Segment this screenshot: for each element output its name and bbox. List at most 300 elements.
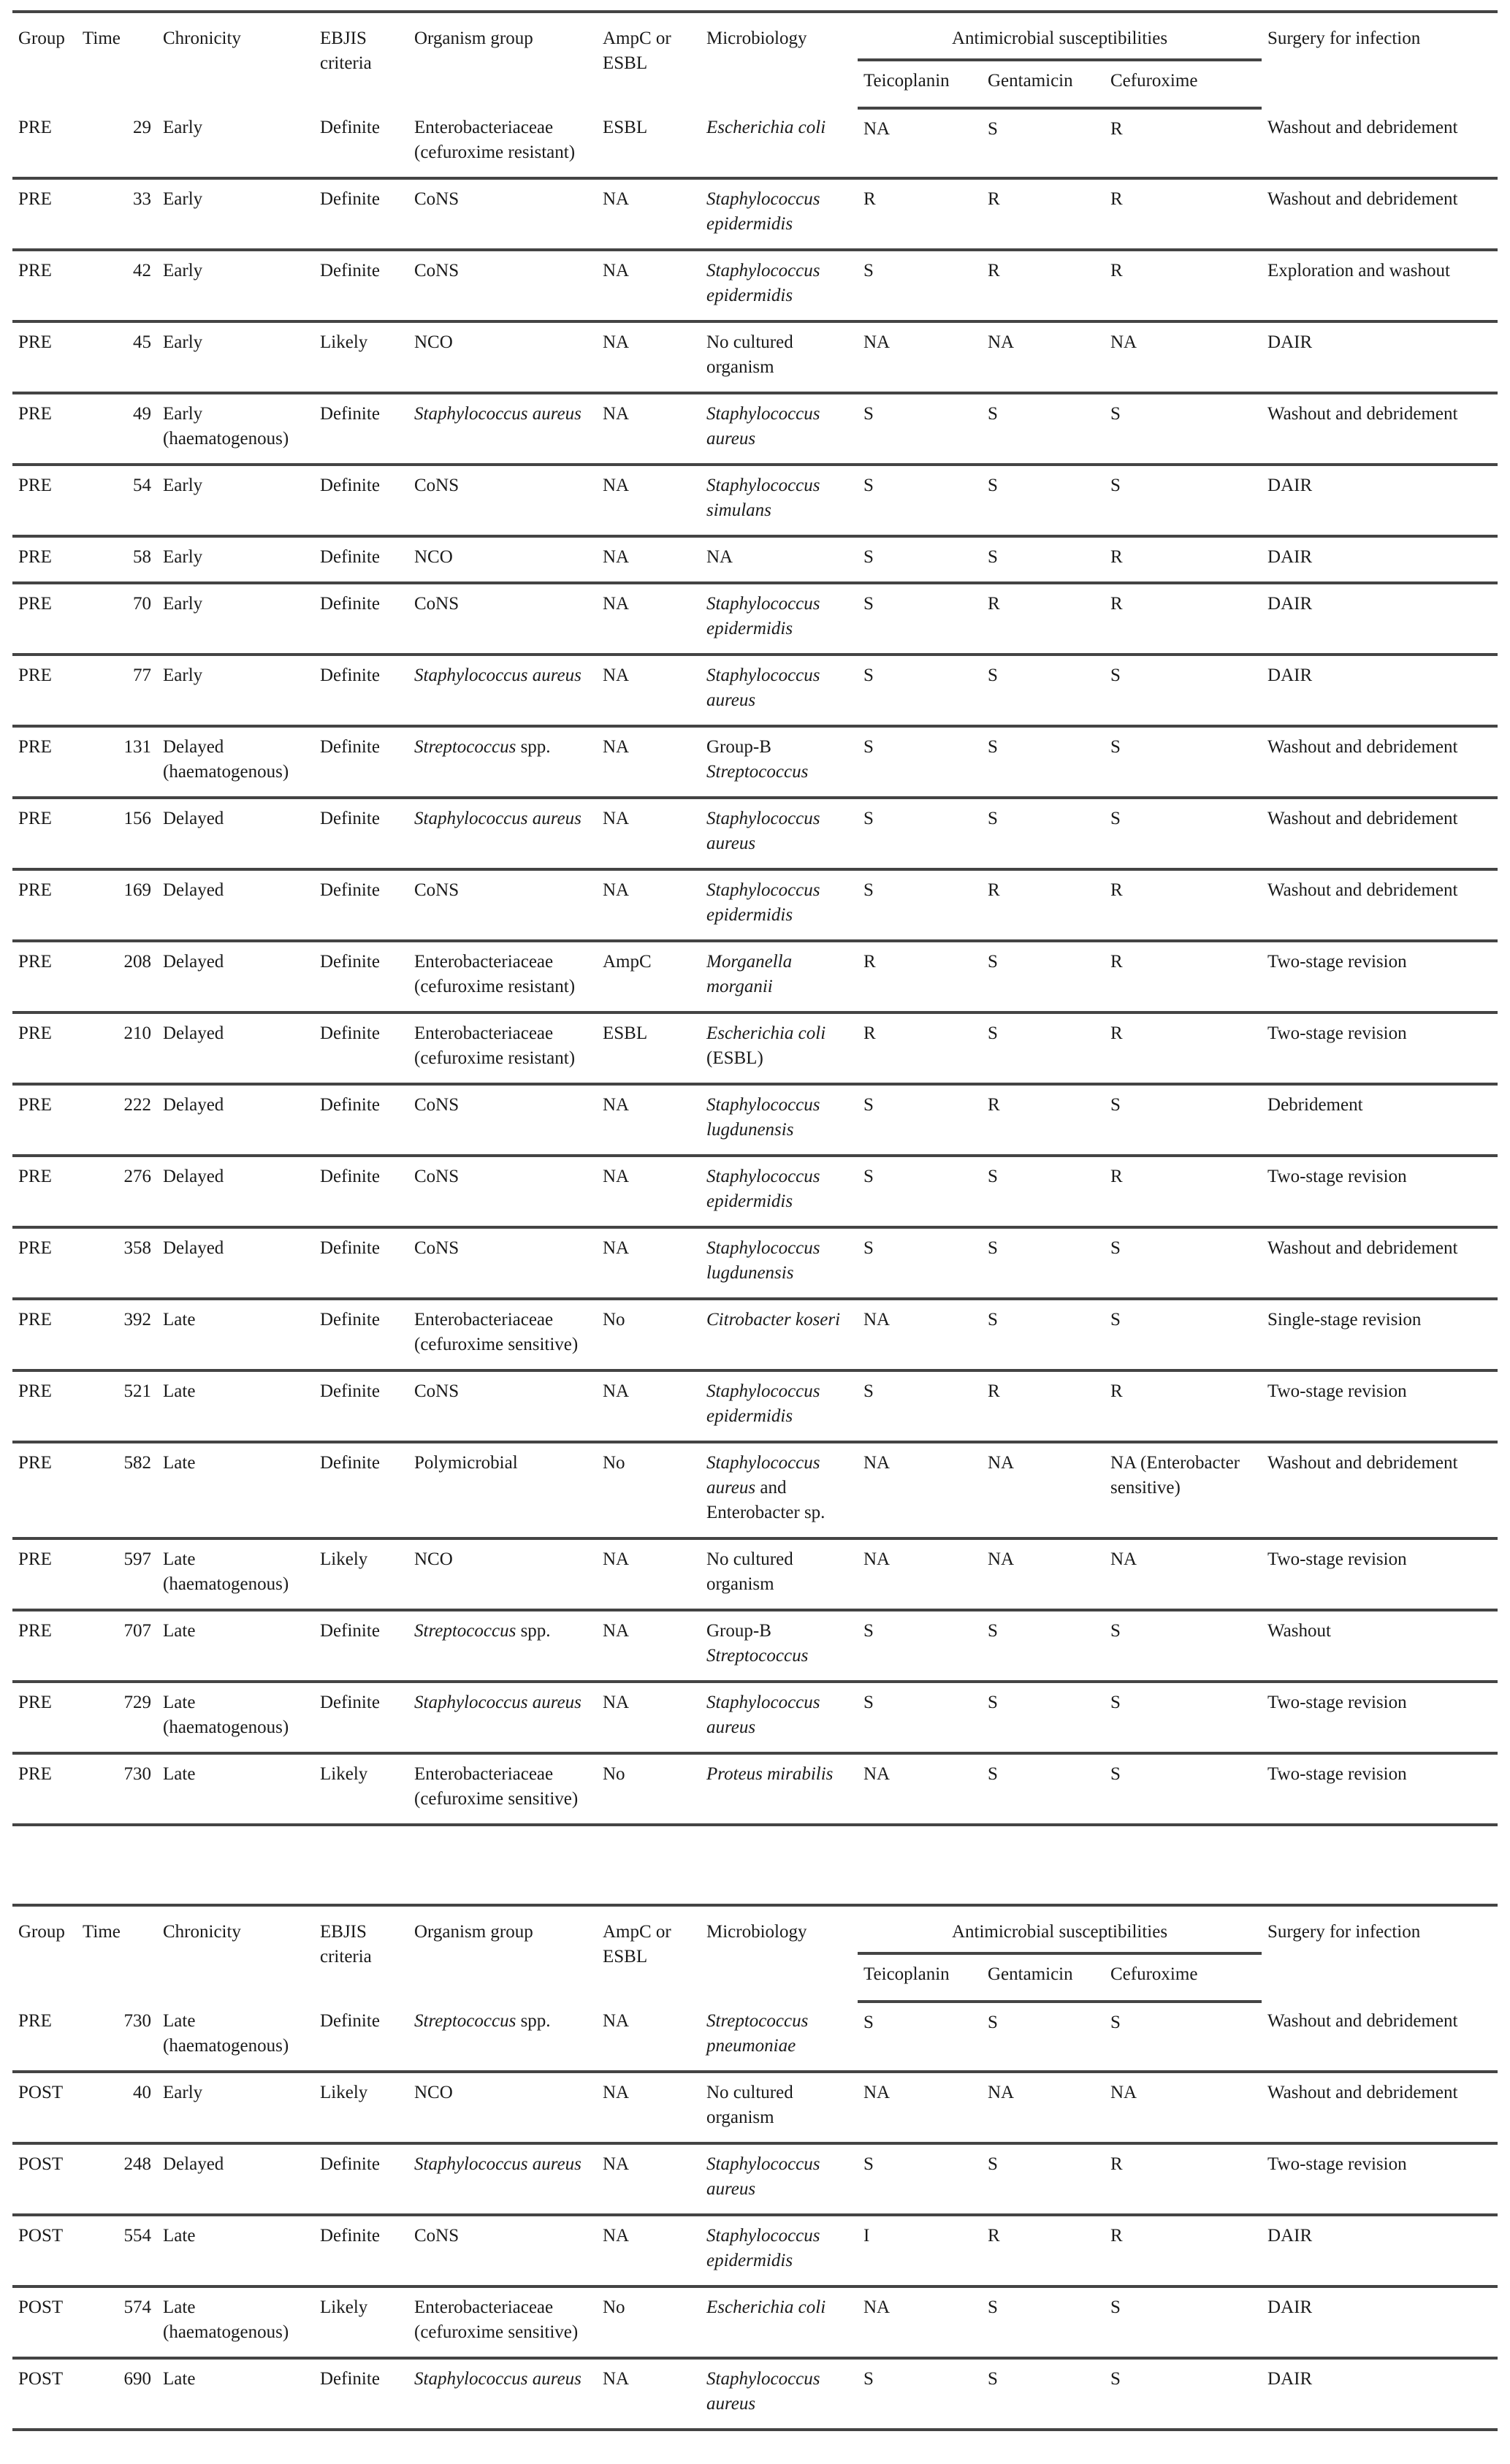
cell-gentamicin: S [982,2002,1105,2072]
cell-group: PRE [12,393,77,465]
cell-microbiology [701,2215,858,2286]
micro-species: Streptococcus [706,1646,809,1666]
cell-surgery: Two-stage revision [1262,1370,1498,1442]
cell-microbiology [701,1682,858,1753]
cell-group: PRE [12,1538,77,1610]
cell-ampc-esbl: NA [597,2215,701,2286]
cell-surgery: Washout and debridement [1262,178,1498,250]
cell-organism-group [408,583,597,655]
cell-chronicity: Late [157,1299,314,1370]
cell-ebjis: Definite [314,1370,408,1442]
cell-organism-group [408,250,597,321]
cell-group: POST [12,2286,77,2358]
cell-group: PRE [12,2002,77,2072]
cell-organism-group [408,655,597,726]
cell-gentamicin: S [982,2286,1105,2358]
cell-ampc-esbl: NA [597,726,701,798]
cell-time: 54 [77,465,157,536]
table-row [12,1442,1498,1538]
cell-organism-group [408,2215,597,2286]
cell-gentamicin: NA [982,2072,1105,2143]
cell-microbiology [701,178,858,250]
micro-species: Escherichia coli [706,118,826,137]
cell-teicoplanin: NA [858,1442,982,1538]
infection-table-part-2 [12,1904,1498,2431]
cell-microbiology [701,869,858,941]
cell-time: 208 [77,941,157,1012]
cell-surgery: DAIR [1262,2286,1498,2358]
cell-cefuroxime: S [1105,1084,1262,1156]
organism-text: Enterobacteriaceae (cefuroxime resistant) [414,1023,576,1068]
cell-group: PRE [12,250,77,321]
table-row [12,1610,1498,1682]
cell-ampc-esbl: NA [597,1538,701,1610]
cell-ebjis: Likely [314,1753,408,1825]
cell-chronicity: Delayed [157,941,314,1012]
cell-cefuroxime: S [1105,1682,1262,1753]
cell-ebjis: Definite [314,178,408,250]
micro-prefix: Group-B [706,737,771,757]
micro-species: Staphylococcus aureus [706,404,820,449]
cell-gentamicin: R [982,2215,1105,2286]
cell-gentamicin: R [982,869,1105,941]
cell-ampc-esbl: NA [597,869,701,941]
cell-group: PRE [12,178,77,250]
cell-gentamicin: S [982,536,1105,583]
cell-gentamicin: NA [982,321,1105,393]
cell-surgery: Washout and debridement [1262,726,1498,798]
organism-text: Polymicrobial [414,1453,518,1473]
cell-organism-group [408,1084,597,1156]
cell-ebjis: Likely [314,2286,408,2358]
cell-organism-group [408,1156,597,1227]
cell-chronicity: Early [157,321,314,393]
cell-gentamicin: R [982,250,1105,321]
micro-species: Escherichia coli [706,1023,826,1043]
cell-ebjis: Definite [314,655,408,726]
organism-italic: Staphylococcus aureus [414,809,581,828]
cell-time: 70 [77,583,157,655]
micro-note: No cultured organism [706,1549,793,1594]
cell-group: PRE [12,583,77,655]
cell-organism-group [408,2072,597,2143]
cell-surgery: DAIR [1262,2215,1498,2286]
cell-cefuroxime: S [1105,1610,1262,1682]
table-body [12,108,1498,1825]
cell-microbiology [701,1442,858,1538]
micro-species: Staphylococcus aureus [706,1693,820,1737]
cell-microbiology [701,393,858,465]
organism-text: CoNS [414,261,460,281]
table-row [12,1084,1498,1156]
organism-text: Enterobacteriaceae (cefuroxime resistant) [414,952,576,996]
cell-ampc-esbl: NA [597,2358,701,2430]
cell-teicoplanin: NA [858,1753,982,1825]
micro-species: Staphylococcus epidermidis [706,189,820,234]
cell-group: PRE [12,1084,77,1156]
header-organism-group: Organism group [414,28,533,48]
cell-time: 58 [77,536,157,583]
cell-time: 29 [77,108,157,178]
cell-microbiology [701,726,858,798]
cell-cefuroxime: S [1105,1299,1262,1370]
cell-ebjis: Definite [314,941,408,1012]
cell-ampc-esbl: NA [597,321,701,393]
cell-ampc-esbl: No [597,1442,701,1538]
cell-teicoplanin: R [858,178,982,250]
cell-cefuroxime: S [1105,2286,1262,2358]
cell-time: 210 [77,1012,157,1084]
micro-note: and Enterobacter sp. [706,1478,825,1522]
cell-surgery: DAIR [1262,465,1498,536]
header-time: Time [83,1922,121,1942]
cell-teicoplanin: NA [858,1299,982,1370]
cell-organism-group [408,2358,597,2430]
cell-ebjis: Definite [314,726,408,798]
cell-chronicity: Early [157,2072,314,2143]
cell-chronicity: Late [157,2215,314,2286]
header-gentamicin: Gentamicin [982,60,1105,108]
cell-organism-group [408,1299,597,1370]
cell-ebjis: Definite [314,465,408,536]
micro-species: Staphylococcus aureus [706,1453,820,1498]
cell-microbiology [701,1227,858,1299]
organism-text: NCO [414,2083,453,2102]
cell-surgery: Washout and debridement [1262,108,1498,178]
table-row [12,1299,1498,1370]
cell-cefuroxime: S [1105,2358,1262,2430]
cell-group: PRE [12,1012,77,1084]
micro-prefix: Group-B [706,1621,771,1641]
header-ampc-esbl: AmpC or ESBL [603,28,671,73]
cell-cefuroxime: NA [1105,321,1262,393]
organism-italic: Streptococcus [414,2011,516,2031]
cell-microbiology [701,536,858,583]
cell-microbiology [701,465,858,536]
cell-organism-group [408,321,597,393]
cell-gentamicin: S [982,1227,1105,1299]
cell-teicoplanin: NA [858,1538,982,1610]
cell-cefuroxime: R [1105,1012,1262,1084]
organism-text: spp. [520,1621,551,1641]
organism-text: NCO [414,332,453,352]
cell-ebjis: Definite [314,393,408,465]
cell-ebjis: Definite [314,1442,408,1538]
table-row [12,1370,1498,1442]
cell-teicoplanin: S [858,393,982,465]
organism-text: CoNS [414,2226,460,2246]
micro-species: Staphylococcus epidermidis [706,2226,820,2270]
cell-ebjis: Likely [314,2072,408,2143]
cell-surgery: Debridement [1262,1084,1498,1156]
cell-microbiology [701,655,858,726]
cell-chronicity: Late (haematogenous) [157,1538,314,1610]
cell-ebjis: Likely [314,321,408,393]
cell-ebjis: Definite [314,1012,408,1084]
cell-surgery: Two-stage revision [1262,2143,1498,2215]
cell-time: 40 [77,2072,157,2143]
cell-microbiology [701,2143,858,2215]
cell-gentamicin: S [982,1012,1105,1084]
table-row [12,2215,1498,2286]
cell-chronicity: Late [157,2358,314,2430]
cell-teicoplanin: S [858,1370,982,1442]
cell-time: 169 [77,869,157,941]
cell-time: 358 [77,1227,157,1299]
cell-microbiology [701,2002,858,2072]
table-row [12,250,1498,321]
cell-ampc-esbl: NA [597,583,701,655]
cell-chronicity: Late [157,1610,314,1682]
cell-microbiology [701,798,858,869]
cell-ebjis: Definite [314,1682,408,1753]
cell-ampc-esbl: NA [597,1682,701,1753]
cell-ebjis: Definite [314,1299,408,1370]
cell-teicoplanin: R [858,941,982,1012]
cell-chronicity: Delayed [157,1227,314,1299]
cell-cefuroxime: S [1105,726,1262,798]
cell-ampc-esbl: NA [597,250,701,321]
table-body [12,2002,1498,2430]
cell-cefuroxime: NA (Enterobacter sensitive) [1105,1442,1262,1538]
micro-species: Staphylococcus aureus [706,665,820,710]
cell-teicoplanin: I [858,2215,982,2286]
cell-ampc-esbl: NA [597,798,701,869]
cell-group: POST [12,2143,77,2215]
organism-italic: Staphylococcus aureus [414,2154,581,2174]
cell-ebjis: Definite [314,583,408,655]
table-row [12,2143,1498,2215]
cell-chronicity: Early [157,465,314,536]
header-microbiology: Microbiology [706,28,807,48]
cell-group: PRE [12,1753,77,1825]
micro-note: NA [706,547,733,567]
cell-cefuroxime: S [1105,798,1262,869]
table-row [12,2358,1498,2430]
cell-gentamicin: NA [982,1538,1105,1610]
cell-chronicity: Early (haematogenous) [157,393,314,465]
cell-group: PRE [12,1442,77,1538]
cell-cefuroxime: S [1105,465,1262,536]
table-row [12,798,1498,869]
cell-surgery: DAIR [1262,536,1498,583]
cell-cefuroxime: NA [1105,2072,1262,2143]
cell-teicoplanin: S [858,250,982,321]
table-row [12,108,1498,178]
cell-microbiology [701,1156,858,1227]
cell-organism-group [408,798,597,869]
cell-cefuroxime: R [1105,1156,1262,1227]
cell-gentamicin: S [982,726,1105,798]
cell-time: 521 [77,1370,157,1442]
micro-species: Citrobacter koseri [706,1310,841,1330]
cell-surgery: Two-stage revision [1262,941,1498,1012]
header-cefuroxime: Cefuroxime [1105,60,1262,108]
cell-time: 77 [77,655,157,726]
cell-teicoplanin: S [858,869,982,941]
organism-text: spp. [520,737,551,757]
cell-group: PRE [12,1370,77,1442]
cell-microbiology [701,941,858,1012]
cell-surgery: Washout and debridement [1262,1442,1498,1538]
cell-time: 131 [77,726,157,798]
cell-ampc-esbl: NA [597,655,701,726]
cell-organism-group [408,393,597,465]
cell-time: 707 [77,1610,157,1682]
cell-time: 554 [77,2215,157,2286]
cell-cefuroxime: S [1105,1753,1262,1825]
cell-organism-group [408,2002,597,2072]
cell-microbiology [701,583,858,655]
header-organism-group: Organism group [414,1922,533,1942]
cell-group: PRE [12,465,77,536]
cell-ampc-esbl: No [597,1299,701,1370]
cell-organism-group [408,178,597,250]
cell-cefuroxime: NA [1105,1538,1262,1610]
cell-teicoplanin: S [858,1084,982,1156]
header-group: Group [18,1922,65,1942]
cell-gentamicin: S [982,1753,1105,1825]
cell-chronicity: Delayed (haematogenous) [157,726,314,798]
cell-group: PRE [12,1682,77,1753]
header-surgery: Surgery for infection [1267,28,1421,48]
cell-group: PRE [12,1299,77,1370]
micro-species: Staphylococcus epidermidis [706,1381,820,1426]
cell-teicoplanin: S [858,2358,982,2430]
cell-gentamicin: S [982,1682,1105,1753]
cell-group: POST [12,2358,77,2430]
table-row [12,655,1498,726]
cell-time: 730 [77,1753,157,1825]
organism-text: Enterobacteriaceae (cefuroxime sensitive) [414,2297,579,2342]
organism-italic: Streptococcus [414,1621,516,1641]
cell-organism-group [408,1753,597,1825]
cell-surgery: Washout and debridement [1262,2002,1498,2072]
cell-ebjis: Definite [314,108,408,178]
micro-species: Morganella morganii [706,952,793,996]
cell-time: 248 [77,2143,157,2215]
header-teicoplanin: Teicoplanin [858,60,982,108]
cell-time: 392 [77,1299,157,1370]
cell-organism-group [408,1370,597,1442]
cell-surgery: Washout and debridement [1262,869,1498,941]
cell-surgery: Exploration and washout [1262,250,1498,321]
header-antimicrobial: Antimicrobial susceptibilities [858,12,1262,60]
cell-time: 276 [77,1156,157,1227]
cell-chronicity: Early [157,583,314,655]
cell-ebjis: Definite [314,1227,408,1299]
cell-ampc-esbl: NA [597,178,701,250]
micro-species: Staphylococcus aureus [706,2369,820,2414]
cell-teicoplanin: NA [858,108,982,178]
header-ebjis: EBJIS criteria [320,28,372,73]
cell-group: PRE [12,536,77,583]
cell-ampc-esbl: ESBL [597,108,701,178]
cell-microbiology [701,1299,858,1370]
cell-gentamicin: R [982,1370,1105,1442]
organism-text: CoNS [414,1381,460,1401]
micro-species: Staphylococcus simulans [706,476,820,520]
cell-teicoplanin: S [858,726,982,798]
cell-time: 597 [77,1538,157,1610]
cell-surgery: Two-stage revision [1262,1538,1498,1610]
cell-group: PRE [12,798,77,869]
cell-gentamicin: S [982,2143,1105,2215]
table-row [12,465,1498,536]
cell-ebjis: Definite [314,869,408,941]
infection-table-part-1 [12,10,1498,1826]
cell-microbiology [701,2286,858,2358]
cell-chronicity: Late [157,1370,314,1442]
cell-group: PRE [12,1227,77,1299]
cell-microbiology [701,2358,858,2430]
cell-microbiology [701,1370,858,1442]
cell-ebjis: Likely [314,1538,408,1610]
cell-organism-group [408,869,597,941]
cell-gentamicin: S [982,465,1105,536]
cell-chronicity: Early [157,178,314,250]
cell-cefuroxime: R [1105,941,1262,1012]
header-chronicity: Chronicity [163,28,241,48]
cell-time: 156 [77,798,157,869]
cell-organism-group [408,2143,597,2215]
table-row [12,1538,1498,1610]
organism-italic: Staphylococcus aureus [414,2369,581,2389]
cell-cefuroxime: R [1105,178,1262,250]
cell-cefuroxime: R [1105,108,1262,178]
header-gentamicin: Gentamicin [982,1953,1105,2002]
cell-teicoplanin: S [858,655,982,726]
table-row [12,2002,1498,2072]
cell-ebjis: Definite [314,1156,408,1227]
cell-time: 42 [77,250,157,321]
table-row [12,1227,1498,1299]
cell-microbiology [701,1538,858,1610]
header-chronicity: Chronicity [163,1922,241,1942]
cell-organism-group [408,1442,597,1538]
table-row [12,178,1498,250]
cell-chronicity: Early [157,655,314,726]
organism-text: CoNS [414,1167,460,1186]
header-teicoplanin: Teicoplanin [858,1953,982,2002]
cell-gentamicin: S [982,2358,1105,2430]
cell-ampc-esbl: NA [597,1084,701,1156]
cell-chronicity: Late (haematogenous) [157,2002,314,2072]
cell-time: 574 [77,2286,157,2358]
table-row [12,1156,1498,1227]
cell-ampc-esbl: No [597,1753,701,1825]
cell-group: PRE [12,321,77,393]
organism-text: CoNS [414,189,460,209]
micro-note: (ESBL) [706,1048,763,1068]
cell-chronicity: Late (haematogenous) [157,2286,314,2358]
cell-ebjis: Definite [314,1084,408,1156]
cell-cefuroxime: R [1105,2215,1262,2286]
cell-ebjis: Definite [314,1610,408,1682]
cell-gentamicin: S [982,655,1105,726]
cell-cefuroxime: R [1105,583,1262,655]
cell-ampc-esbl: NA [597,1156,701,1227]
cell-organism-group [408,941,597,1012]
cell-surgery: Two-stage revision [1262,1012,1498,1084]
cell-cefuroxime: R [1105,2143,1262,2215]
cell-chronicity: Early [157,108,314,178]
cell-surgery: Two-stage revision [1262,1156,1498,1227]
cell-surgery: DAIR [1262,583,1498,655]
organism-text: NCO [414,547,453,567]
cell-microbiology [701,108,858,178]
organism-italic: Staphylococcus aureus [414,1693,581,1712]
